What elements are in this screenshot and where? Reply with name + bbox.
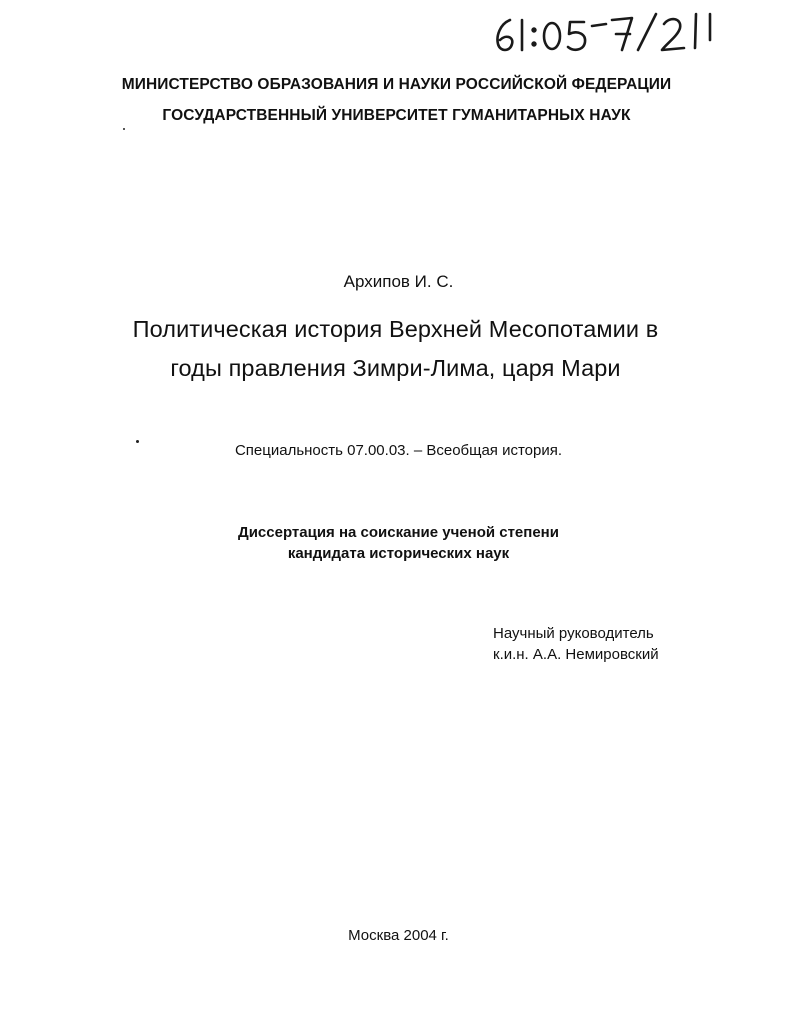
dissertation-statement-line-1: Диссертация на соискание ученой степени [238, 524, 559, 541]
city-year: Москва 2004 г. [348, 927, 449, 944]
supervisor-name: к.и.н. А.А. Немировский [493, 646, 659, 663]
supervisor-role: Научный руководитель [493, 625, 654, 642]
specialty-line: Специальность 07.00.03. – Всеобщая история. [234, 442, 563, 459]
university-heading: ГОСУДАРСТВЕННЫЙ УНИВЕРСИТЕТ ГУМАНИТАРНЫХ НАУК [162, 107, 631, 124]
scan-speck [123, 128, 125, 130]
ministry-heading: МИНИСТЕРСТВО ОБРАЗОВАНИЯ И НАУКИ РОССИЙСКОЙ ФЕДЕРАЦИИ [121, 76, 672, 93]
handwritten-inventory-number [488, 4, 728, 60]
author-name: Архипов И. С. [343, 272, 454, 291]
thesis-title-line-1: Политическая история Верхней Месопотамии в [132, 316, 659, 342]
dissertation-statement-line-2: кандидата исторических наук [287, 545, 510, 562]
thesis-title-line-2: годы правления Зимри-Лима, царя Мари [170, 355, 621, 381]
